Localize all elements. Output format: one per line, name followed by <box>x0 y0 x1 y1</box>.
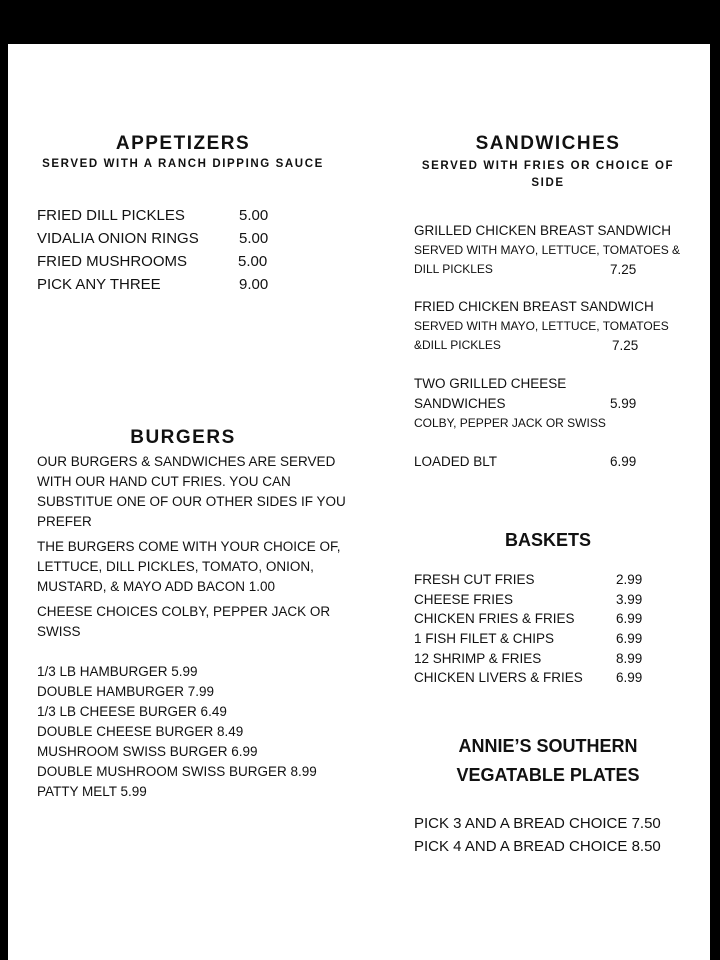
item-name: FRESH CUT FRIES <box>414 572 535 587</box>
list-item <box>37 227 297 250</box>
item-description <box>414 260 704 279</box>
vegetable-plates-list <box>414 812 661 858</box>
list-item <box>414 592 694 612</box>
item-name: CHICKEN FRIES & FRIES <box>414 611 575 627</box>
vegetable-plates-title <box>400 732 696 790</box>
item-price: 2.99 <box>616 572 643 587</box>
item-price: 7.25 <box>612 338 639 353</box>
item-name: 12 SHRIMP & FRIES <box>414 650 542 666</box>
text-line: WITH OUR HAND CUT FRIES. YOU CAN <box>37 474 291 489</box>
list-item: PATTY MELT 5.99 <box>37 784 147 799</box>
subtitle-line: SERVED WITH FRIES OR CHOICE OF <box>421 160 675 172</box>
burgers-cheese-choices <box>37 602 330 642</box>
loaded-blt <box>414 452 704 472</box>
list-item <box>414 611 694 631</box>
item-name: FRIED MUSHROOMS <box>37 253 187 270</box>
list-item <box>414 572 694 592</box>
list-item: 1/3 LB HAMBURGER 5.99 <box>37 664 198 679</box>
list-item: DOUBLE HAMBURGER 7.99 <box>37 684 215 699</box>
item-name: TWO GRILLED CHEESE <box>414 376 567 391</box>
item-name: 1 FISH FILET & CHIPS <box>414 631 555 647</box>
description-text: &DILL PICKLES <box>414 338 501 352</box>
list-item: PICK 4 AND A BREAD CHOICE 8.50 <box>414 838 661 855</box>
text-line: SWISS <box>37 624 81 639</box>
item-name: CHICKEN LIVERS & FRIES <box>414 670 583 686</box>
appetizers-subtitle: SERVED WITH A RANCH DIPPING SAUCE <box>42 158 324 170</box>
description-text: DILL PICKLES <box>414 262 493 276</box>
top-border <box>0 0 720 44</box>
item-name: FRIED DILL PICKLES <box>37 207 185 224</box>
item-price: 5.00 <box>238 253 268 270</box>
item-name: LOADED BLT <box>414 454 498 469</box>
item-price: 9.00 <box>239 276 269 293</box>
item-price: 6.99 <box>616 670 643 686</box>
grilled-chicken-sandwich <box>414 221 704 279</box>
text-line: LETTUCE, DILL PICKLES, TOMATO, ONION, <box>37 559 314 574</box>
left-border <box>0 0 8 960</box>
item-price: 6.99 <box>616 611 643 627</box>
text-line: THE BURGERS COME WITH YOUR CHOICE OF, <box>37 539 341 554</box>
fried-chicken-sandwich <box>414 297 704 355</box>
item-price: 5.99 <box>610 396 637 411</box>
title-line: VEGATABLE PLATES <box>456 765 640 785</box>
list-item <box>37 250 297 273</box>
item-name: FRIED CHICKEN BREAST SANDWICH <box>414 299 654 314</box>
grilled-cheese-sandwiches <box>414 374 704 433</box>
text-line: OUR BURGERS & SANDWICHES ARE SERVED <box>37 454 336 469</box>
list-item: DOUBLE MUSHROOM SWISS BURGER 8.99 <box>37 764 317 779</box>
baskets-title: BASKETS <box>504 530 591 550</box>
burgers-title: BURGERS <box>130 427 236 448</box>
item-name-text: SANDWICHES <box>414 396 506 411</box>
burgers-intro <box>37 452 346 532</box>
list-item <box>37 204 297 227</box>
text-line: MUSTARD, & MAYO ADD BACON 1.00 <box>37 579 276 594</box>
list-item: DOUBLE CHEESE BURGER 8.49 <box>37 724 244 739</box>
item-price: 8.99 <box>616 650 643 666</box>
list-item <box>37 273 297 296</box>
title-line: ANNIE’S SOUTHERN <box>458 736 638 756</box>
item-name: CHEESE FRIES <box>414 591 514 607</box>
item-price: 5.00 <box>239 230 269 247</box>
item-price: 6.99 <box>610 454 637 469</box>
item-description: SERVED WITH MAYO, LETTUCE, TOMATOES & <box>414 243 681 257</box>
right-border <box>710 0 720 960</box>
item-name: GRILLED CHICKEN BREAST SANDWICH <box>414 223 672 238</box>
burgers-list <box>37 662 317 802</box>
item-name <box>414 394 704 414</box>
item-price: 6.99 <box>616 631 643 647</box>
item-name: PICK ANY THREE <box>37 276 161 293</box>
list-item: MUSHROOM SWISS BURGER 6.99 <box>37 744 258 759</box>
subtitle-line: SIDE <box>531 177 565 189</box>
text-line: PREFER <box>37 514 92 529</box>
appetizers-title: APPETIZERS <box>115 133 251 154</box>
item-description <box>414 336 704 355</box>
list-item <box>414 631 694 651</box>
sandwiches-title: SANDWICHES <box>475 133 621 154</box>
text-line: CHEESE CHOICES COLBY, PEPPER JACK OR <box>37 604 331 619</box>
list-item: PICK 3 AND A BREAD CHOICE 7.50 <box>414 815 661 832</box>
item-description: SERVED WITH MAYO, LETTUCE, TOMATOES <box>414 319 669 333</box>
list-item <box>414 651 694 671</box>
sandwiches-subtitle <box>400 158 696 192</box>
list-item <box>414 670 694 690</box>
burgers-toppings <box>37 537 341 597</box>
item-price: 5.00 <box>239 207 269 224</box>
list-item: 1/3 LB CHEESE BURGER 6.49 <box>37 704 227 719</box>
baskets-list <box>414 572 694 690</box>
item-price: 3.99 <box>616 591 643 607</box>
item-name: VIDALIA ONION RINGS <box>37 230 199 247</box>
appetizers-list <box>37 204 297 296</box>
text-line: SUBSTITUE ONE OF OUR OTHER SIDES IF YOU <box>37 494 346 509</box>
item-price: 7.25 <box>610 262 637 277</box>
item-description: COLBY, PEPPER JACK OR SWISS <box>414 416 606 430</box>
